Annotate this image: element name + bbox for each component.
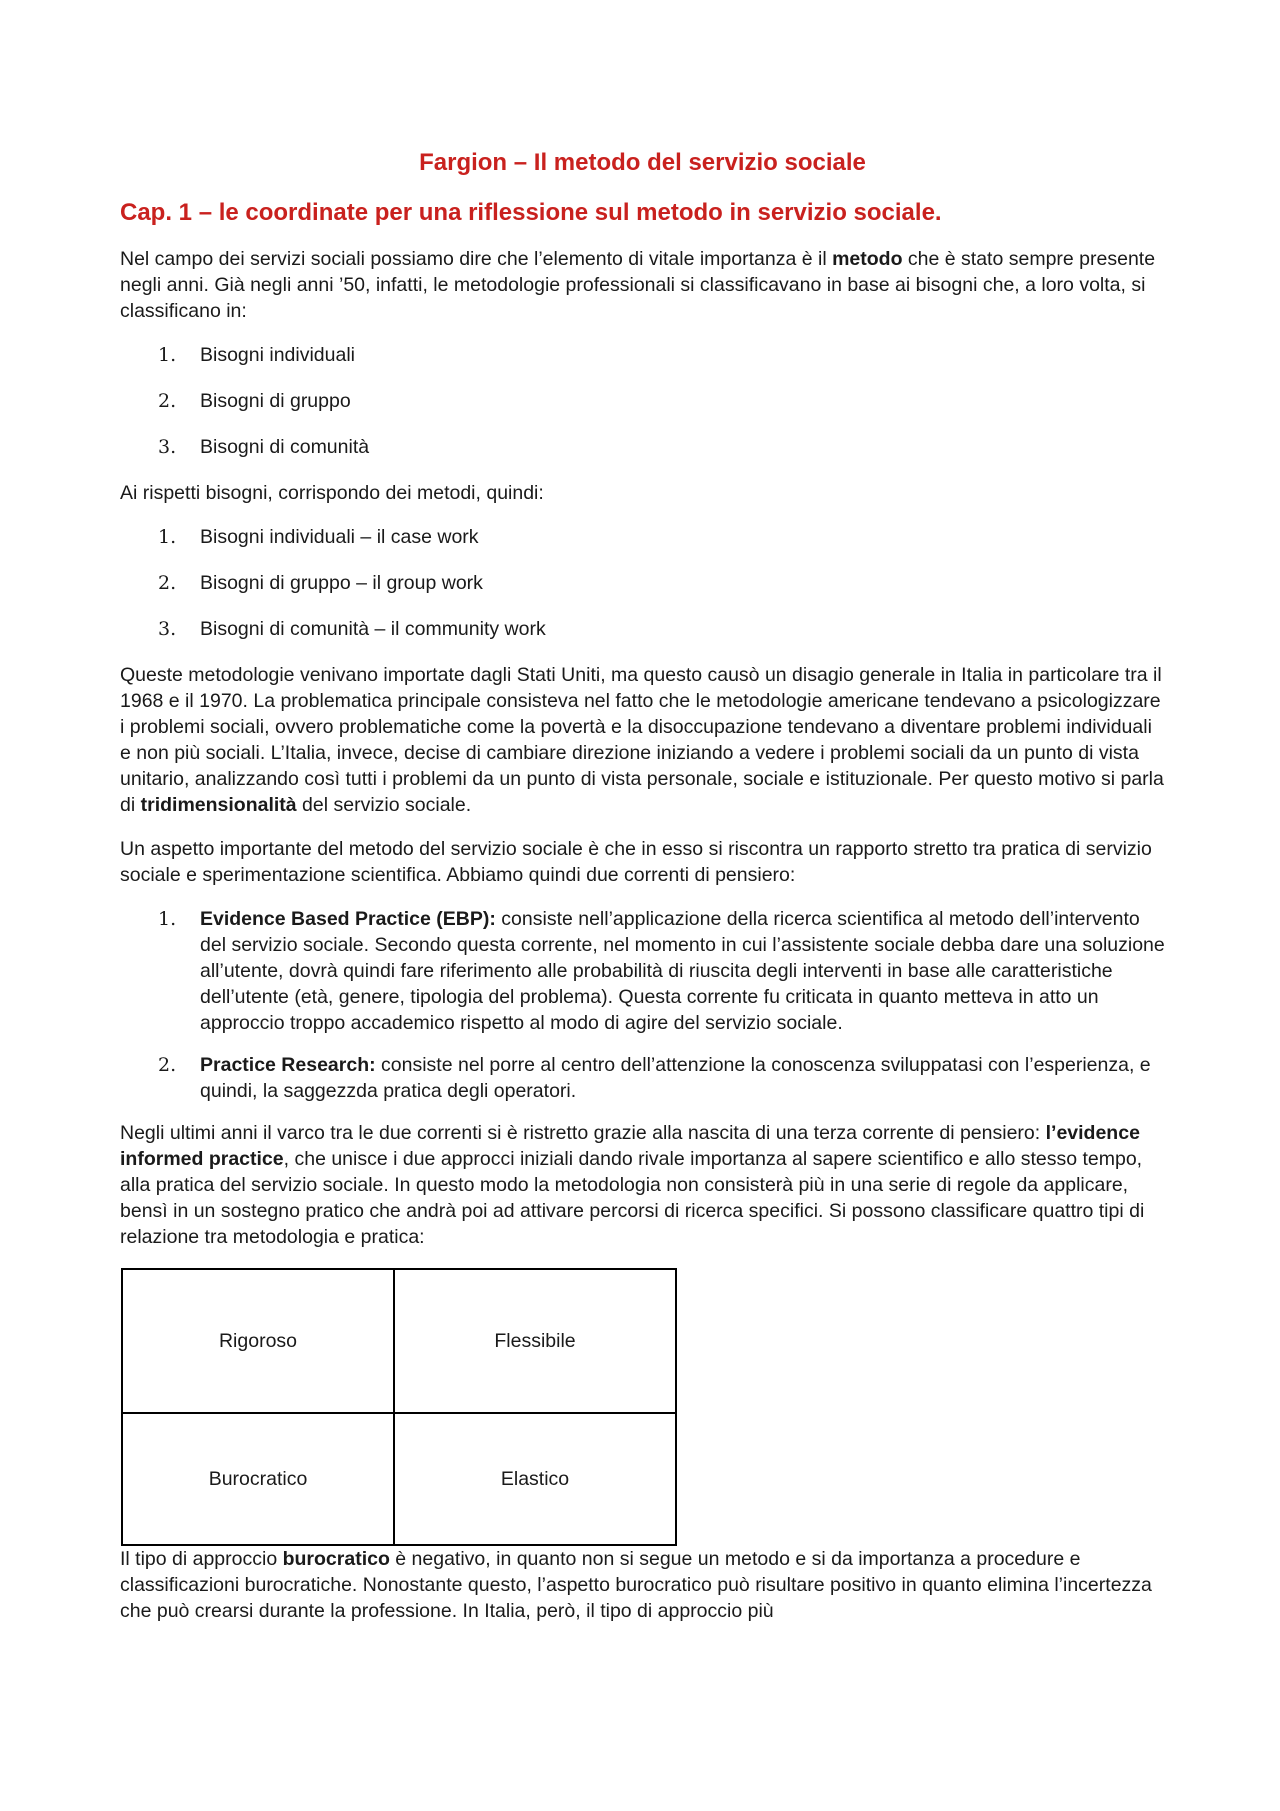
- list-item-text: Bisogni di gruppo – il group work: [200, 572, 483, 594]
- bold-term: tridimensionalità: [140, 794, 297, 816]
- table-cell: Burocratico: [122, 1413, 394, 1545]
- chapter-heading: Cap. 1 – le coordinate per una riflessione sul metodo in servizio sociale.: [120, 199, 942, 226]
- currents-list: [120, 906, 1165, 1104]
- bold-term: metodo: [832, 248, 903, 270]
- list-number: 1.: [158, 344, 177, 366]
- list-number: 2.: [158, 390, 177, 412]
- paragraph-currents: Un aspetto importante del metodo del servizio sociale è che in esso si riscontra un rapporto stretto tra pratica di servizio sociale e sperimentazione scientifica. Abbiamo quindi due correnti di pensiero:: [120, 838, 1152, 886]
- list-item-text: Bisogni individuali – il case work: [200, 526, 479, 548]
- list-item-text: consiste nel porre al centro dell’attenzione la conoscenza sviluppatasi con l’esperienza, e quindi, la saggezzda pratica degli operatori.: [200, 1054, 1151, 1102]
- document-body: [120, 148, 1165, 1642]
- table-row: [122, 1269, 676, 1413]
- list-item: [120, 342, 1165, 368]
- bold-term: l’evidence informed practice: [120, 1122, 1140, 1170]
- text: è negativo, in quanto non si segue un metodo e si da importanza a procedure e classificazioni burocratiche. Nonostante questo, l’aspetto burocratico può risultare positivo in quanto elimina l’incertezza che può crearsi durante la professione. In Italia, però, il tipo di approccio più: [120, 1548, 1152, 1622]
- text: che è stato sempre presente negli anni. Già negli anni ’50, infatti, le metodologie professionali si classificavano in base ai bisogni che, a loro volta, si classificano in:: [120, 248, 1156, 322]
- needs-list: [120, 342, 1165, 460]
- list-item: [120, 1052, 1165, 1104]
- list-item-text: Bisogni di comunità – il community work: [200, 618, 546, 640]
- list-item-text: consiste nell’applicazione della ricerca scientifica al metodo dell’intervento del servizio sociale. Secondo questa corrente, nel momento in cui l’assistente sociale debba dare una soluzione all’utente, dovrà quindi fare riferimento alle probabilità di riuscita degli interventi in base alle caratteristiche dell’utente (età, genere, tipologia del problema). Questa corrente fu criticata in quanto metteva in atto un approccio troppo accademico rispetto al modo di agire del servizio sociale.: [200, 908, 1165, 1034]
- text: , che unisce i due approcci iniziali dando rivale importanza al sapere scientifico e allo stesso tempo, alla pratica del servizio sociale. In questo modo la metodologia non consisterà più in una serie di regole da applicare, bensì in un sostegno pratico che andrà poi ad attivare percorsi di ricerca specifici. Si possono classificare quattro tipi di relazione tra metodologia e pratica:: [120, 1148, 1145, 1248]
- list-item: [120, 388, 1165, 414]
- list-number: 3.: [158, 618, 177, 640]
- list-item: [120, 434, 1165, 460]
- table-cell: Flessibile: [394, 1269, 676, 1413]
- paragraph-methods: Ai rispetti bisogni, corrispondo dei metodi, quindi:: [120, 482, 544, 504]
- list-item-text: Bisogni di comunità: [200, 436, 370, 458]
- list-number: 2.: [158, 572, 177, 594]
- table-row: [122, 1413, 676, 1545]
- text: Queste metodologie venivano importate dagli Stati Uniti, ma questo causò un disagio generale in Italia in particolare tra il 1968 e il 1970. La problematica principale consisteva nel fatto che le metodologie americane tendevano a psicologizzare i problemi sociali, ovvero problematiche come la povertà e la disoccupazione tendevano a diventare problemi individuali e non più sociali. L’Italia, invece, decise di cambiare direzione iniziando a vedere i problemi sociali da un punto di vista unitario, analizzando così tutti i problemi da un punto di vista personale, sociale e istituzionale. Per questo motivo si parla di: [120, 664, 1164, 816]
- text: Negli ultimi anni il varco tra le due correnti si è ristretto grazie alla nascita di una terza corrente di pensiero:: [120, 1122, 1046, 1144]
- list-number: 3.: [158, 436, 177, 458]
- list-number: 1.: [158, 908, 177, 930]
- list-item: [120, 524, 1165, 550]
- list-number: 1.: [158, 526, 177, 548]
- bold-term: Practice Research:: [200, 1054, 376, 1076]
- text: del servizio sociale.: [296, 794, 472, 816]
- list-item-text: Bisogni individuali: [200, 344, 356, 366]
- list-number: 2.: [158, 1054, 177, 1076]
- text: Il tipo di approccio: [120, 1548, 283, 1570]
- relation-types-table: [121, 1268, 677, 1546]
- paragraph-intro: [120, 246, 1165, 324]
- bold-term: burocratico: [282, 1548, 390, 1570]
- table-cell: Elastico: [394, 1413, 676, 1545]
- text: Nel campo dei servizi sociali possiamo dire che l’elemento di vitale importanza è il: [120, 248, 833, 270]
- list-item: [120, 616, 1165, 642]
- paragraph-evidence-informed: [120, 1120, 1165, 1250]
- paragraph-history: [120, 662, 1165, 818]
- list-item: [120, 570, 1165, 596]
- methods-list: [120, 524, 1165, 642]
- list-item: [120, 906, 1165, 1036]
- list-item-text: Bisogni di gruppo: [200, 390, 351, 412]
- bold-term: Evidence Based Practice (EBP):: [200, 908, 496, 930]
- document-title: Fargion – Il metodo del servizio sociale: [419, 149, 866, 176]
- table-cell: Rigoroso: [122, 1269, 394, 1413]
- paragraph-bureaucratic: [120, 1546, 1165, 1624]
